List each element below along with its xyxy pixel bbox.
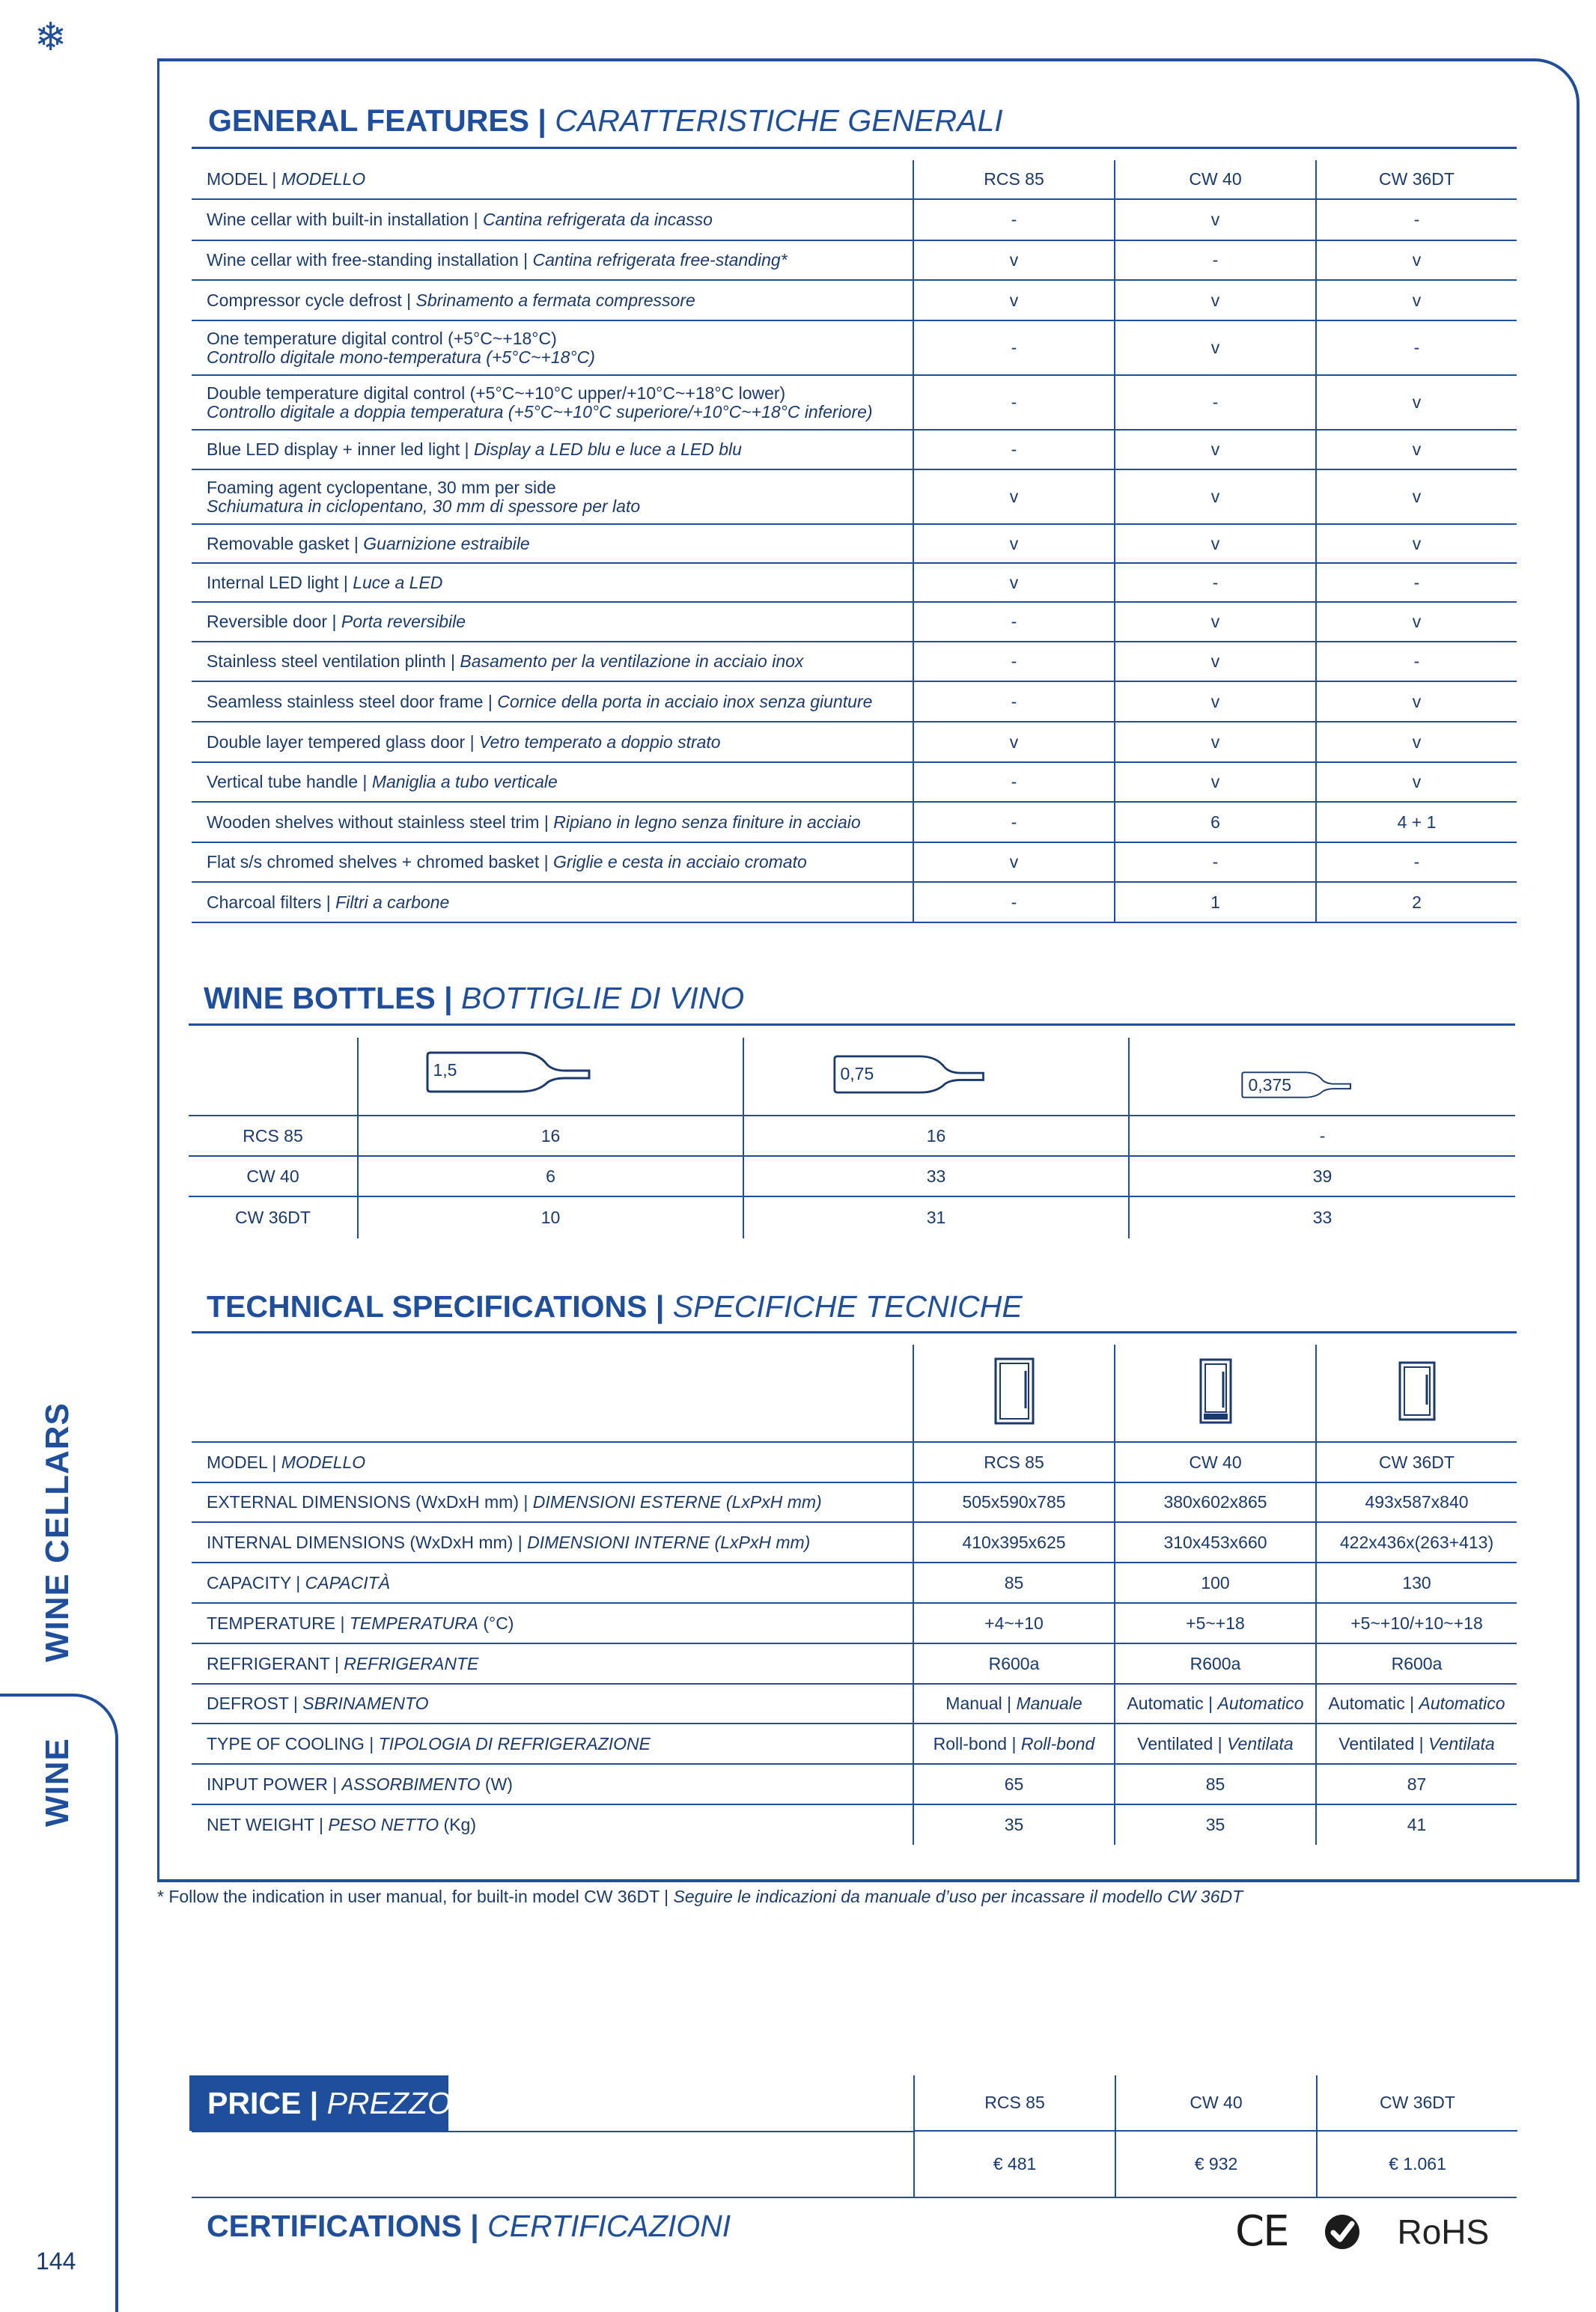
feature-label: Compressor cycle defrost | Sbrinamento a fermata compressore [192,280,913,320]
bottle-count: 39 [1129,1156,1515,1196]
technical-specs-table [192,1345,1517,1845]
feature-label: Wine cellar with free-standing installation | Cantina refrigerata free-standing* [192,240,913,280]
general-features-table [192,160,1517,923]
spec-row [192,1563,1517,1603]
feature-label: Wine cellar with built-in installation | Cantina refrigerata da incasso [192,199,913,240]
feature-row [192,240,1517,280]
bottle-model-name: RCS 85 [189,1116,358,1156]
feature-value: v [1115,681,1316,722]
feature-row [192,681,1517,722]
feature-value: - [913,430,1115,469]
spec-value-en: Automatic [1328,1694,1405,1713]
feature-value: - [1115,240,1316,280]
spec-label: INTERNAL DIMENSIONS (WxDxH mm) | DIMENSIONI INTERNE (LxPxH mm) [192,1522,913,1563]
feature-value: - [1316,642,1517,681]
bottle-size-header [743,1038,1129,1116]
tech-icons-row [192,1345,1517,1442]
spec-label: INPUT POWER | ASSORBIMENTO (W) [192,1764,913,1804]
spec-value: 35 [913,1804,1115,1845]
general-title-rule [192,147,1517,149]
feature-label-it: Controllo digitale a doppia temperatura (+5°C~+10°C superiore/+10°C~+18°C inferiore) [207,401,873,422]
spec-row [192,1764,1517,1804]
feature-label: Reversible door | Porta reversibile [192,602,913,642]
feature-value: - [913,199,1115,240]
spec-label-en: NET WEIGHT [207,1815,314,1834]
spec-unit: (°C) [478,1613,514,1633]
feature-label-it: Cornice della porta in acciaio inox senza giunture [497,691,873,711]
tech-title-it: SPECIFICHE TECNICHE [672,1289,1023,1324]
general-model-header: RCS 85 [913,160,1115,199]
spec-label-it: DIMENSIONI INTERNE (LxPxH mm) [527,1532,811,1552]
feature-value: - [913,882,1115,922]
spec-label: TEMPERATURE | TEMPERATURA (°C) [192,1603,913,1643]
feature-value: v [1115,524,1316,563]
feature-label-it: Ripiano in legno senza finiture in acciaio [553,812,861,832]
slim-cellar-icon [1199,1358,1232,1424]
tech-icon-cell [1115,1345,1316,1442]
spec-label-it: TIPOLOGIA DI REFRIGERAZIONE [378,1733,651,1753]
feature-value: v [1316,469,1517,524]
feature-value: - [1115,375,1316,430]
bottle-count: 31 [743,1196,1129,1238]
feature-value: - [913,802,1115,842]
spec-value-it: Ventilata [1227,1733,1294,1753]
bottle-model-row [189,1116,1515,1156]
feature-row [192,199,1517,240]
feature-value: v [1316,762,1517,802]
spec-value-en: Ventilated [1338,1733,1415,1753]
feature-label-it: Vetro temperato a doppio strato [478,731,721,752]
feature-label: Removable gasket | Guarnizione estraibile [192,524,913,563]
spec-value-it: Roll-bond [1020,1733,1095,1753]
bottles-title-rule [189,1023,1515,1026]
spec-value: R600a [913,1643,1115,1684]
feature-label-it: Cantina refrigerata free-standing* [532,250,788,270]
spec-value: 310x453x660 [1115,1522,1316,1563]
feature-label-en: Vertical tube handle [207,772,359,791]
header-label-en: MODEL [207,169,267,189]
feature-label-en: One temperature digital control (+5°C~+18°C) [207,328,557,348]
feature-value: v [913,563,1115,602]
feature-label-it: Filtri a carbone [335,892,450,912]
price-title-it: PREZZO [326,2086,451,2120]
feature-value: v [913,240,1115,280]
feature-value: v [913,524,1115,563]
price-model: CW 36DT [1317,2075,1517,2131]
bottle-size-label: 0,75 [840,1063,874,1083]
footnote-it: Seguire le indicazioni da manuale d’uso per incassare il modello CW 36DT [673,1887,1243,1906]
spec-label-it: TEMPERATURA [349,1613,478,1633]
feature-row [192,762,1517,802]
feature-label-en: Flat s/s chromed shelves + chromed basket [207,852,540,871]
bottle-model-row [189,1156,1515,1196]
feature-value: - [1115,842,1316,882]
spec-value: R600a [1316,1643,1517,1684]
feature-label-en: Removable gasket [207,533,350,553]
wine-bottles-table [189,1038,1515,1238]
feature-label-en: Wine cellar with built-in installation [207,210,469,229]
spec-value-en: Manual [945,1694,1002,1713]
feature-value: - [913,681,1115,722]
feature-label-en: Double temperature digital control (+5°C~+10°C upper/+10°C~+18°C lower) [207,383,786,403]
feature-label-en: Wine cellar with free-standing installation [207,250,519,270]
bottle-size-label: 1,5 [433,1059,457,1080]
feature-row [192,802,1517,842]
feature-value: v [1115,762,1316,802]
spec-value: 87 [1316,1764,1517,1804]
feature-value: v [1316,602,1517,642]
feature-value: 1 [1115,882,1316,922]
side-tab-wine: WINE [39,1738,76,1827]
bottle-corner-cell [189,1038,358,1116]
feature-value: v [913,842,1115,882]
spec-value-it: Manuale [1016,1694,1082,1713]
spec-value: +5~+10/+10~+18 [1316,1603,1517,1643]
spec-label-it: SBRINAMENTO [302,1694,429,1713]
feature-label-it: Basamento per la ventilazione in acciaio inox [460,651,804,671]
spec-label: TYPE OF COOLING | TIPOLOGIA DI REFRIGERAZIONE [192,1724,913,1764]
bottle-icon [833,1055,987,1094]
spec-label-en: DEFROST [207,1694,289,1713]
spec-value: 35 [1115,1804,1316,1845]
feature-row [192,882,1517,922]
feature-label [192,469,913,524]
spec-value: 100 [1115,1563,1316,1603]
rohs-label: RoHS [1397,2212,1490,2251]
feature-label: Stainless steel ventilation plinth | Basamento per la ventilazione in acciaio inox [192,642,913,681]
bottle-count: - [1129,1116,1515,1156]
bottle-size-header [1129,1038,1515,1116]
certification-marks [1235,2207,1489,2256]
spec-value: Ventilated | Ventilata [1316,1724,1517,1764]
feature-label-it: Sbrinamento a fermata compressore [415,290,695,310]
price-bottom-rule [192,2197,1517,2198]
spec-label-en: TYPE OF COOLING [207,1733,365,1753]
single-door-cellar-icon [994,1357,1035,1425]
feature-row [192,524,1517,563]
feature-label-it: Griglie e cesta in acciaio cromato [553,852,807,871]
feature-label: Double layer tempered glass door | Vetro temperato a doppio strato [192,722,913,762]
spec-label-en: EXTERNAL DIMENSIONS (WxDxH mm) [207,1492,519,1512]
feature-value: - [913,375,1115,430]
spec-unit: (W) [480,1774,513,1794]
bottle-icon [1241,1071,1353,1098]
price-table [913,2075,1517,2197]
technical-specs-title: TECHNICAL SPECIFICATIONS | SPECIFICHE TECNICHE [207,1289,1023,1324]
feature-value: - [913,320,1115,375]
tech-icon-cell [913,1345,1115,1442]
feature-row [192,842,1517,882]
feature-value: v [1316,681,1517,722]
spec-value: 41 [1316,1804,1517,1845]
cert-title-en: CERTIFICATIONS [207,2209,462,2243]
spec-row [192,1442,1517,1482]
general-header-row [192,160,1517,199]
spec-value: Manual | Manuale [913,1684,1115,1724]
feature-label-en: Double layer tempered glass door [207,731,466,752]
feature-value: - [913,602,1115,642]
spec-label-en: TEMPERATURE [207,1613,336,1633]
spec-value-en: Roll-bond [933,1733,1008,1753]
snowflake-icon: ❄ [34,15,67,60]
bottle-model-name: CW 36DT [235,1208,311,1227]
spec-value: 130 [1316,1563,1517,1603]
spec-label-it: REFRIGERANTE [344,1653,479,1673]
spec-row [192,1724,1517,1764]
spec-value: 410x395x625 [913,1522,1115,1563]
feature-row [192,602,1517,642]
footnote: * Follow the indication in user manual, for built-in model CW 36DT | Seguire le indicazioni da manuale d’uso per incassare il modello CW 36DT [157,1887,1243,1906]
feature-label-en: Seamless stainless steel door frame [207,691,484,711]
feature-label-it: Porta reversibile [341,612,466,631]
spec-value: 422x436x(263+413) [1316,1522,1517,1563]
feature-label-it: Maniglia a tubo verticale [371,772,558,791]
feature-value: v [1316,524,1517,563]
feature-row [192,430,1517,469]
feature-value: v [1316,722,1517,762]
feature-value: v [913,469,1115,524]
spec-row [192,1603,1517,1643]
feature-row [192,375,1517,430]
feature-value: v [1316,240,1517,280]
feature-label-it: Controllo digitale mono-temperatura (+5°C~+18°C) [207,347,595,367]
header-label-it: MODELLO [281,169,366,189]
feature-label [192,320,913,375]
feature-label-it: Cantina refrigerata da incasso [483,210,713,229]
spec-label: MODEL | MODELLO [192,1442,913,1482]
spec-value: +5~+18 [1115,1603,1316,1643]
feature-row [192,469,1517,524]
feature-label-en: Wooden shelves without stainless steel trim [207,812,540,832]
feature-label-en: Reversible door [207,612,328,631]
feature-label: Charcoal filters | Filtri a carbone [192,882,913,922]
tech-icons-corner [192,1345,913,1442]
bottle-count: 33 [743,1156,1129,1196]
feature-label-en: Foaming agent cyclopentane, 30 mm per side [207,477,556,497]
feature-value: - [913,642,1115,681]
spec-value: Automatic | Automatico [1115,1684,1316,1724]
spec-row [192,1804,1517,1845]
feature-value: v [1115,199,1316,240]
bottle-count: 16 [358,1116,743,1156]
feature-row [192,320,1517,375]
spec-row [192,1482,1517,1522]
feature-value: v [1115,722,1316,762]
bottles-title-en: WINE BOTTLES [204,981,436,1015]
feature-label [192,375,913,430]
feature-value: v [1115,320,1316,375]
price-model: CW 40 [1115,2075,1317,2131]
price-value: € 481 [914,2131,1115,2197]
spec-value-en: Automatic [1127,1694,1204,1713]
price-header-row [914,2075,1517,2131]
tech-icon-cell [1316,1345,1517,1442]
price-left-rule [192,2131,913,2132]
cert-title-it: CERTIFICAZIONI [487,2209,731,2243]
bottle-count: 6 [358,1156,743,1196]
feature-label: Blue LED display + inner led light | Display a LED blu e luce a LED blu [192,430,913,469]
bottle-size-label: 0,375 [1248,1074,1292,1095]
spec-label-en: CAPACITY [207,1572,291,1592]
spec-value: 493x587x840 [1316,1482,1517,1522]
feature-label-it: Guarnizione estraibile [363,533,530,553]
bottle-count: 33 [1129,1196,1515,1238]
spec-value: RCS 85 [913,1442,1115,1482]
feature-label: Flat s/s chromed shelves + chromed basket | Griglie e cesta in acciaio cromato [192,842,913,882]
rcm-check-icon [1324,2213,1361,2251]
bottle-model-name: CW 40 [189,1156,358,1196]
spec-unit: (Kg) [439,1815,476,1834]
feature-value: 2 [1316,882,1517,922]
spec-value: CW 36DT [1316,1442,1517,1482]
footnote-en: * Follow the indication in user manual, for built-in model CW 36DT [157,1887,660,1906]
feature-row [192,563,1517,602]
ce-mark-icon: CE [1235,2207,1288,2256]
bottle-size-header [358,1038,743,1116]
feature-label: Seamless stainless steel door frame | Cornice della porta in acciaio inox senza giunture [192,681,913,722]
spec-value: Automatic | Automatico [1316,1684,1517,1724]
feature-label-en: Charcoal filters [207,892,322,912]
price-values-row [914,2131,1517,2197]
feature-value: - [1316,320,1517,375]
feature-value: v [1115,642,1316,681]
spec-label-en: INPUT POWER [207,1774,328,1794]
spec-label: NET WEIGHT | PESO NETTO (Kg) [207,1815,476,1834]
general-header-label: MODEL | MODELLO [192,160,913,199]
general-model-header: CW 36DT [1316,160,1517,199]
spec-value-it: Automatico [1419,1694,1505,1713]
spec-label: DEFROST | SBRINAMENTO [192,1684,913,1724]
bottles-title-it: BOTTIGLIE DI VINO [461,981,745,1015]
side-tab-wine-cellars: WINE CELLARS [39,1402,76,1662]
feature-value: v [1115,469,1316,524]
spec-value-it: Ventilata [1428,1733,1495,1753]
spec-label-it: CAPACITÀ [305,1572,390,1592]
spec-label-it: PESO NETTO [328,1815,439,1834]
general-title-en: GENERAL FEATURES [208,103,530,138]
feature-value: 4 + 1 [1316,802,1517,842]
feature-label-en: Compressor cycle defrost [207,290,402,310]
spec-value: Ventilated | Ventilata [1115,1724,1316,1764]
dual-zone-cellar-icon [1398,1361,1436,1421]
feature-label-it: Luce a LED [353,572,443,592]
feature-value: v [913,722,1115,762]
feature-value: - [913,762,1115,802]
feature-value: v [1115,602,1316,642]
spec-value: +4~+10 [913,1603,1115,1643]
certifications-title: CERTIFICATIONS | CERTIFICAZIONI [207,2209,731,2243]
spec-label-en: REFRIGERANT [207,1653,330,1673]
feature-value: v [1115,280,1316,320]
bottle-icon [426,1051,594,1093]
price-value: € 1.061 [1317,2131,1517,2197]
spec-value: CW 40 [1115,1442,1316,1482]
feature-label-it: Display a LED blu e luce a LED blu [473,439,742,459]
feature-label: Internal LED light | Luce a LED [192,563,913,602]
tech-title-rule [192,1331,1517,1333]
feature-value: - [1316,563,1517,602]
bottle-count: 10 [358,1196,743,1238]
spec-label-en: MODEL [207,1452,267,1472]
spec-value: 85 [913,1563,1115,1603]
feature-label-en: Internal LED light [207,572,339,592]
feature-value: v [913,280,1115,320]
feature-value: v [1115,430,1316,469]
feature-label-en: Blue LED display + inner led light [207,439,460,459]
spec-row [192,1643,1517,1684]
spec-value: Roll-bond | Roll-bond [913,1724,1115,1764]
feature-row [192,280,1517,320]
feature-row [192,642,1517,681]
spec-label: REFRIGERANT | REFRIGERANTE [192,1643,913,1684]
spec-value-it: Automatico [1217,1694,1304,1713]
spec-label-it: MODELLO [281,1452,366,1472]
price-model: RCS 85 [914,2075,1115,2131]
bottle-sizes-row [189,1038,1515,1116]
price-title-box: PRICE | PREZZO [189,2075,448,2131]
feature-value: - [1316,842,1517,882]
spec-value: 85 [1115,1764,1316,1804]
price-value: € 932 [1115,2131,1317,2197]
spec-row [192,1684,1517,1724]
spec-row [192,1522,1517,1563]
wine-bottles-title: WINE BOTTLES | BOTTIGLIE DI VINO [204,981,745,1015]
bottle-model-row [189,1196,1515,1238]
feature-label-en: Stainless steel ventilation plinth [207,651,446,671]
feature-value: - [1115,563,1316,602]
feature-value: v [1316,375,1517,430]
bottle-count: 16 [743,1116,1129,1156]
spec-label-it: ASSORBIMENTO [341,1774,481,1794]
spec-label-en: INTERNAL DIMENSIONS (WxDxH mm) [207,1532,514,1552]
spec-value: 380x602x865 [1115,1482,1316,1522]
feature-label: Wooden shelves without stainless steel trim | Ripiano in legno senza finiture in acciaio [192,802,913,842]
general-title-it: CARATTERISTICHE GENERALI [555,103,1003,138]
spec-value: R600a [1115,1643,1316,1684]
spec-value-en: Ventilated [1137,1733,1213,1753]
feature-label: Vertical tube handle | Maniglia a tubo verticale [192,762,913,802]
feature-label-it: Schiumatura in ciclopentano, 30 mm di spessore per lato [207,496,641,516]
spec-label-it: DIMENSIONI ESTERNE (LxPxH mm) [532,1492,822,1512]
spec-value: 505x590x785 [913,1482,1115,1522]
tech-title-en: TECHNICAL SPECIFICATIONS [207,1289,648,1324]
spec-value: 65 [913,1764,1115,1804]
spec-label: CAPACITY | CAPACITÀ [192,1563,913,1603]
spec-label: EXTERNAL DIMENSIONS (WxDxH mm) | DIMENSIONI ESTERNE (LxPxH mm) [192,1482,913,1522]
feature-value: 6 [1115,802,1316,842]
feature-value: v [1316,280,1517,320]
feature-value: v [1316,430,1517,469]
feature-row [192,722,1517,762]
general-features-title: GENERAL FEATURES | CARATTERISTICHE GENERALI [208,103,1003,138]
page-number: 144 [36,2248,76,2275]
general-model-header: CW 40 [1115,160,1316,199]
price-title-en: PRICE [207,2086,302,2120]
feature-value: - [1316,199,1517,240]
